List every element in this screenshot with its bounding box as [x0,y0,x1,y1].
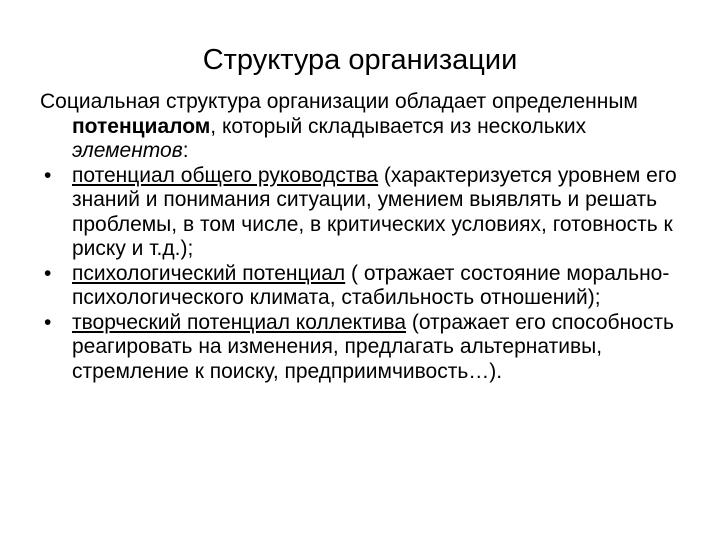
bullet-item-psychological [40,262,680,311]
intro-bold-term: потенциалом [72,114,211,138]
bullet-description: ( отражает состояние морально-психологического климата, стабильность отношений); [72,261,670,309]
intro-text-3: : [182,139,189,162]
bullet-list [40,164,680,385]
bullet-term: потенциал общего руководства [72,163,379,187]
bullet-description: (отражает его способность реагировать на изменения, предлагать альтернативы, стремление к поиску, предприимчивость…). [72,310,674,383]
bullet-item-creative [40,311,680,385]
intro-italic-term: элементов [72,139,183,162]
intro-text-1: Социальная структура организации обладает определенным [40,90,638,113]
bullet-marker: • [44,163,52,187]
slide-content [40,90,680,384]
bullet-term: психологический потенциал [72,261,346,285]
bullet-marker: • [44,310,52,334]
bullet-term: творческий потенциал коллектива [72,310,407,334]
intro-text-2: , который складывается из нескольких [210,114,587,138]
bullet-marker: • [44,261,52,285]
intro-paragraph [40,90,680,164]
slide-title: Структура организации [202,44,518,76]
bullet-item-general-management [40,164,680,262]
bullet-description: (характеризуется уровнем его знаний и понимания ситуации, умением выявлять и решать проблемы, в том числе, в критических условиях, готовность к риску и т.д.); [72,163,677,260]
